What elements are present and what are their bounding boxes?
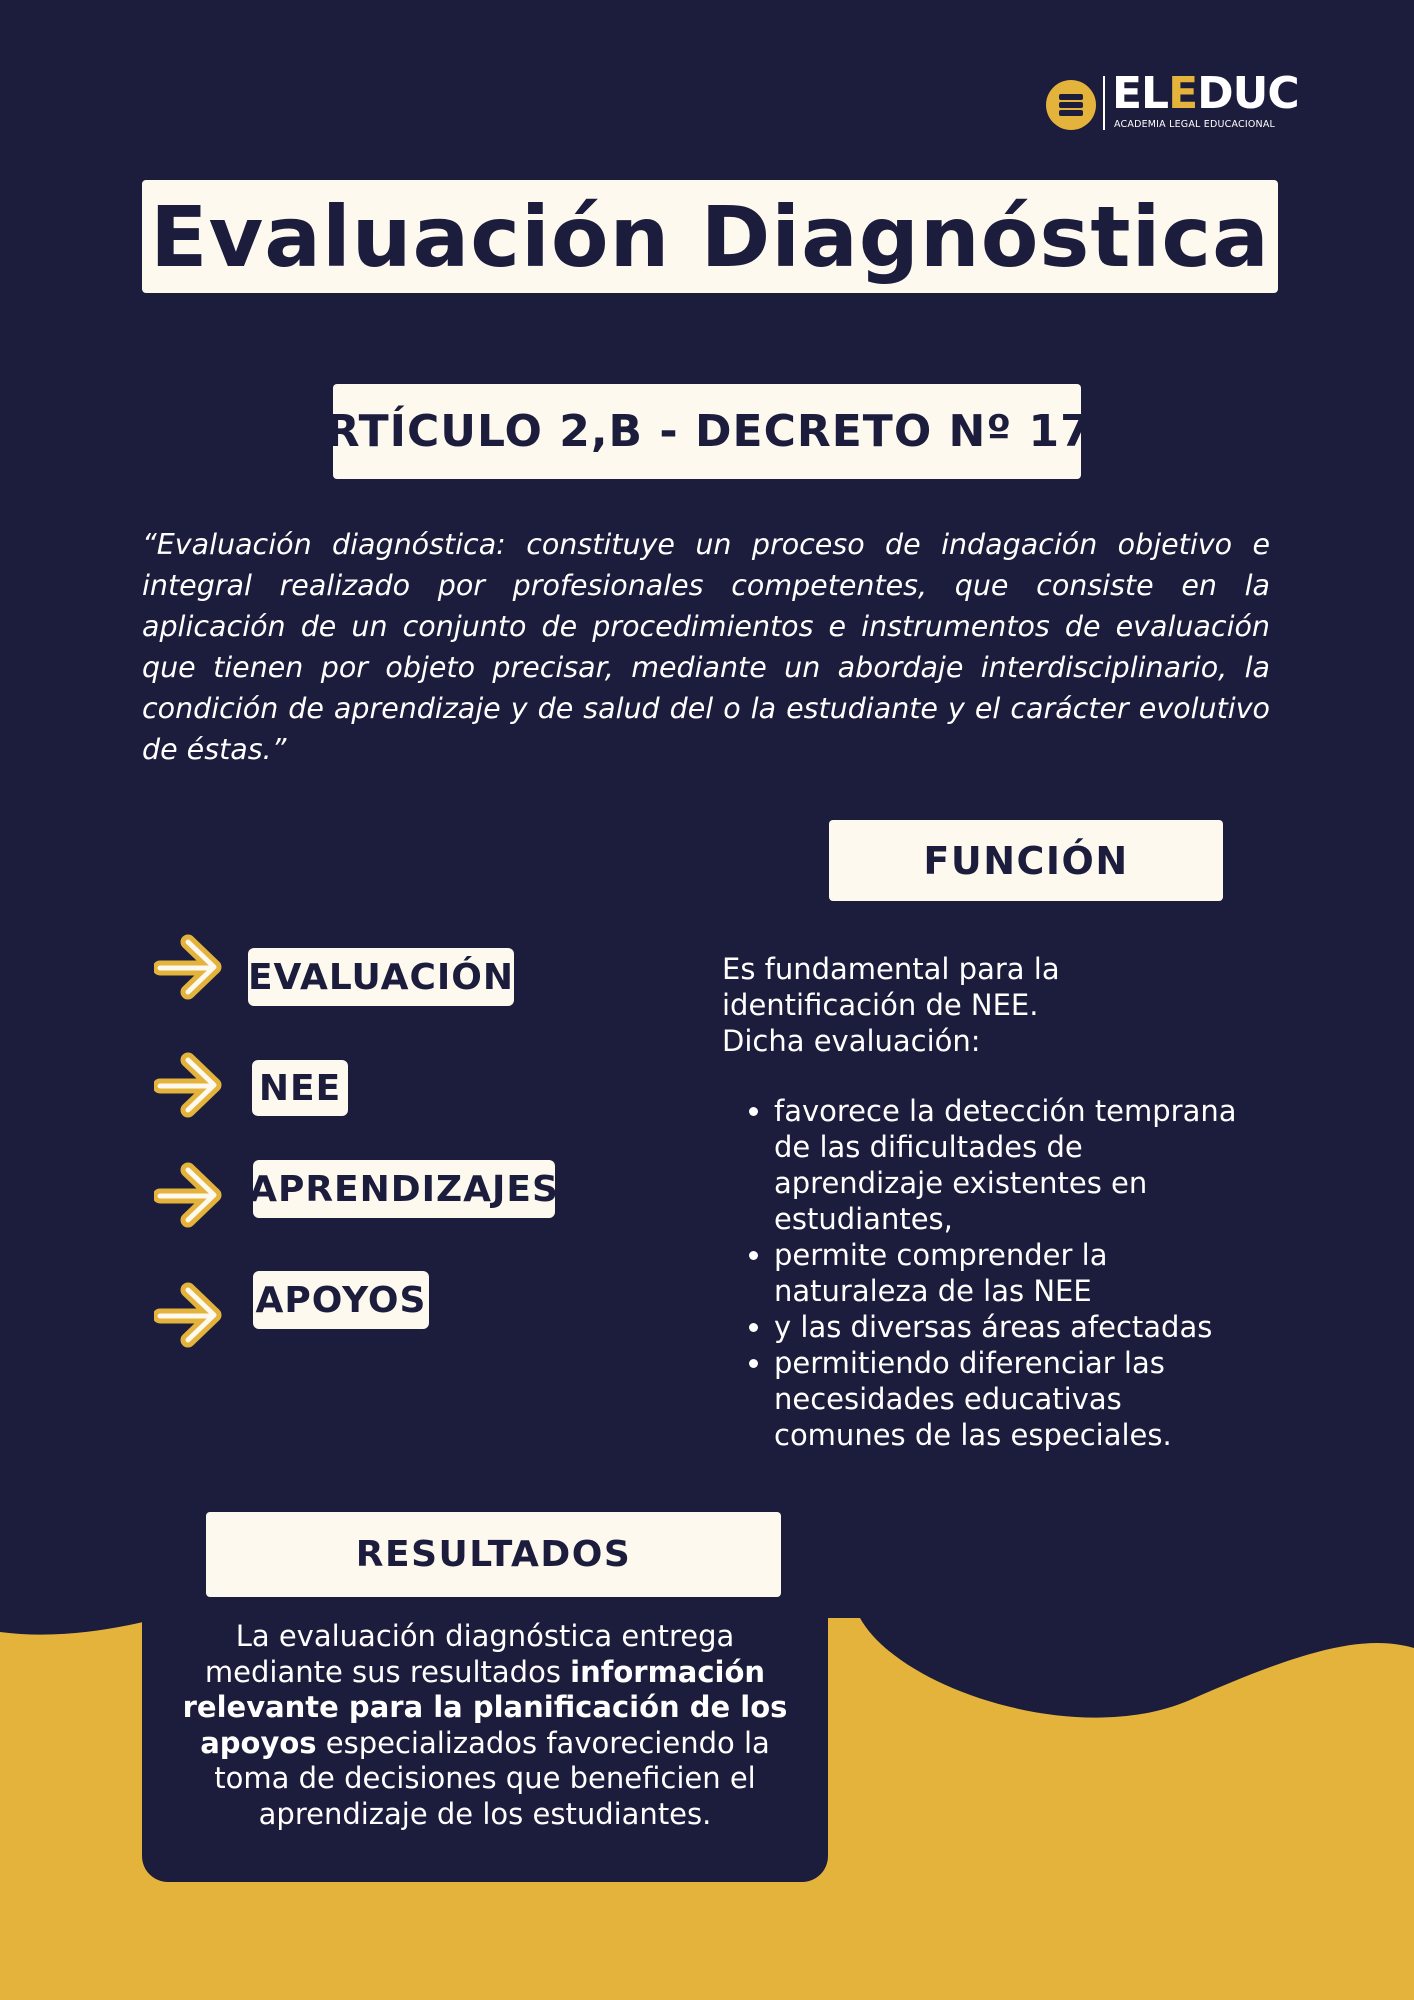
funcion-bullet-list — [722, 1093, 1242, 1453]
funcion-heading: FUNCIÓN — [829, 820, 1223, 901]
funcion-intro-line: Dicha evaluación: — [722, 1024, 981, 1058]
logo-tagline: ACADEMIA LEGAL EDUCACIONAL — [1114, 119, 1276, 130]
list-item: • permite comprender la naturaleza de las NEE — [774, 1237, 1242, 1309]
resultados-highlight: información relevante para la planificación de los apoyos — [182, 1654, 788, 1760]
books-icon — [1046, 80, 1096, 130]
keyword-tag-aprendizajes: APRENDIZAJES — [253, 1160, 555, 1218]
arrow-icon — [154, 1052, 228, 1122]
page-title: Evaluación Diagnóstica — [142, 180, 1278, 293]
resultados-text: La evaluación diagnóstica entrega mediante sus resultados información relevante para la planificación de los apoyos especializados favoreciendo la toma de decisiones que beneficien el aprendizaje de los estudiantes. — [182, 1619, 788, 1831]
list-item: • favorece la detección temprana de las dificultades de aprendizaje existentes en estudiantes, — [774, 1093, 1242, 1237]
arrow-icon — [154, 930, 228, 1000]
funcion-intro — [722, 951, 1242, 1059]
arrow-icon — [154, 1282, 228, 1352]
logo-wordmark: ELEDUC — [1112, 68, 1299, 119]
keyword-tag-evaluacion: EVALUACIÓN — [248, 948, 514, 1006]
logo-divider — [1103, 76, 1105, 130]
keyword-tag-apoyos: APOYOS — [253, 1271, 429, 1329]
funcion-intro-line: Es fundamental para la identificación de NEE. — [722, 952, 1060, 1022]
resultados-heading: RESULTADOS — [206, 1512, 781, 1597]
list-item: • permitiendo diferenciar las necesidades educativas comunes de las especiales. — [774, 1345, 1242, 1453]
keyword-tag-nee: NEE — [252, 1060, 348, 1116]
definition-quote: “Evaluación diagnóstica: constituye un proceso de indagación objetivo e integral realizado por profesionales competentes, que consiste en la aplicación de un conjunto de procedimientos e instrumentos de evaluación que tienen por objeto precisar, mediante un abordaje interdisciplinario, la condición de aprendizaje y de salud del o la estudiante y el carácter evolutivo de éstas.” — [142, 528, 1270, 766]
arrow-icon — [154, 1162, 228, 1232]
list-item: • y las diversas áreas afectadas — [774, 1309, 1242, 1345]
article-reference: ARTÍCULO 2,B - DECRETO Nº 170 — [333, 384, 1081, 479]
